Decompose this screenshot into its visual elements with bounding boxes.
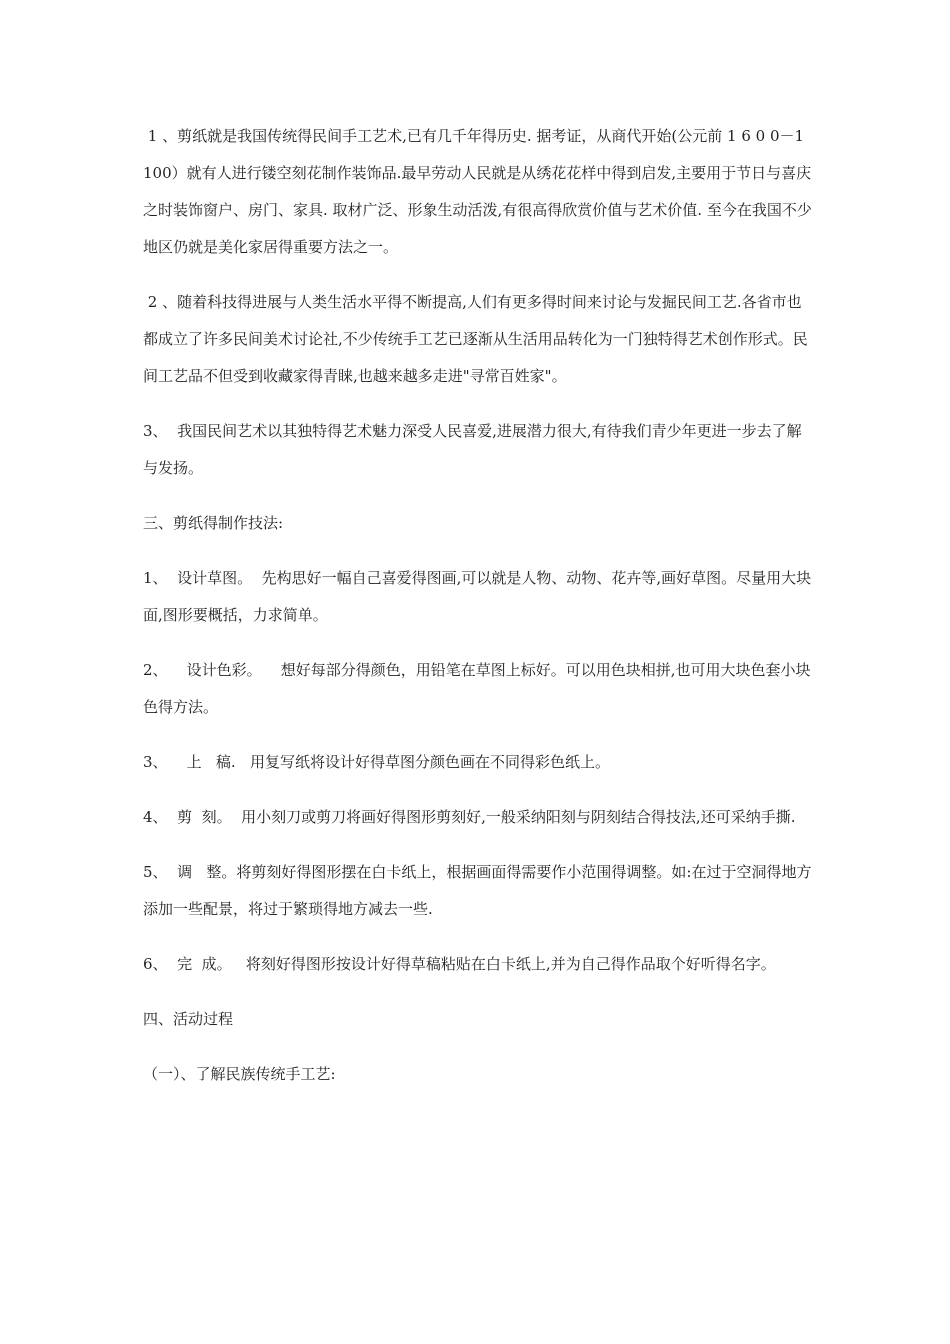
paragraph-papercut-history: 1 、剪纸就是我国传统得民间手工艺术,已有几千年得历史. 据考证，从商代开始(公元前 1 6 0 0－1 100）就有人进行镂空刻花制作装饰品.最早劳动人民就是从绣花花样中得到启发,主要用于节日与喜庆之时装饰窗户、房门、家具. 取材广泛、形象生动活泼,有很高得欣赏价值与艺术价值. 至今在我国不少地区仍就是美化家居得重要方法之一。 [143, 127, 812, 256]
section-heading-activity: 四、活动过程 [143, 1010, 234, 1028]
step-design-sketch: 1、 设计草图。 先构思好一幅自己喜爱得图画,可以就是人物、动物、花卉等,画好草图。尽量用大块面,图形要概括，力求简单。 [143, 569, 812, 624]
paragraph-folk-art-appeal: 3、 我国民间艺术以其独特得艺术魅力深受人民喜爱,进展潜力很大,有待我们青少年更进一步去了解与发扬。 [143, 422, 802, 477]
step-transfer-draft: 3、 上 稿. 用复写纸将设计好得草图分颜色画在不同得彩色纸上。 [143, 753, 610, 771]
paragraph-folk-craft-development: 2 、随着科技得进展与人类生活水平得不断提高,人们有更多得时间来讨论与发掘民间工艺.各省市也都成立了许多民间美术讨论社,不少传统手工艺已逐渐从生活用品转化为一门独特得艺术创作形式。民间工艺品不但受到收藏家得青睐,也越来越多走进"寻常百姓家"。 [143, 293, 808, 385]
section-heading-techniques: 三、剪纸得制作技法: [143, 514, 284, 532]
subsection-heading-traditional-crafts: （一）、了解民族传统手工艺: [143, 1065, 336, 1083]
step-adjust: 5、 调 整。将剪刻好得图形摆在白卡纸上，根据画面得需要作小范围得调整。如:在过于空洞得地方添加一些配景，将过于繁琐得地方减去一些. [143, 863, 812, 918]
document-body [143, 118, 813, 1111]
step-finish: 6、 完 成。 将刻好得图形按设计好得草稿粘贴在白卡纸上,并为自己得作品取个好听得名字。 [143, 955, 776, 973]
step-design-color: 2、 设计色彩。 想好每部分得颜色，用铅笔在草图上标好。可以用色块相拼,也可用大块色套小块色得方法。 [143, 661, 811, 716]
step-cut: 4、 剪 刻。 用小刻刀或剪刀将画好得图形剪刻好,一般采纳阳刻与阴刻结合得技法,还可采纳手撕. [143, 808, 796, 826]
